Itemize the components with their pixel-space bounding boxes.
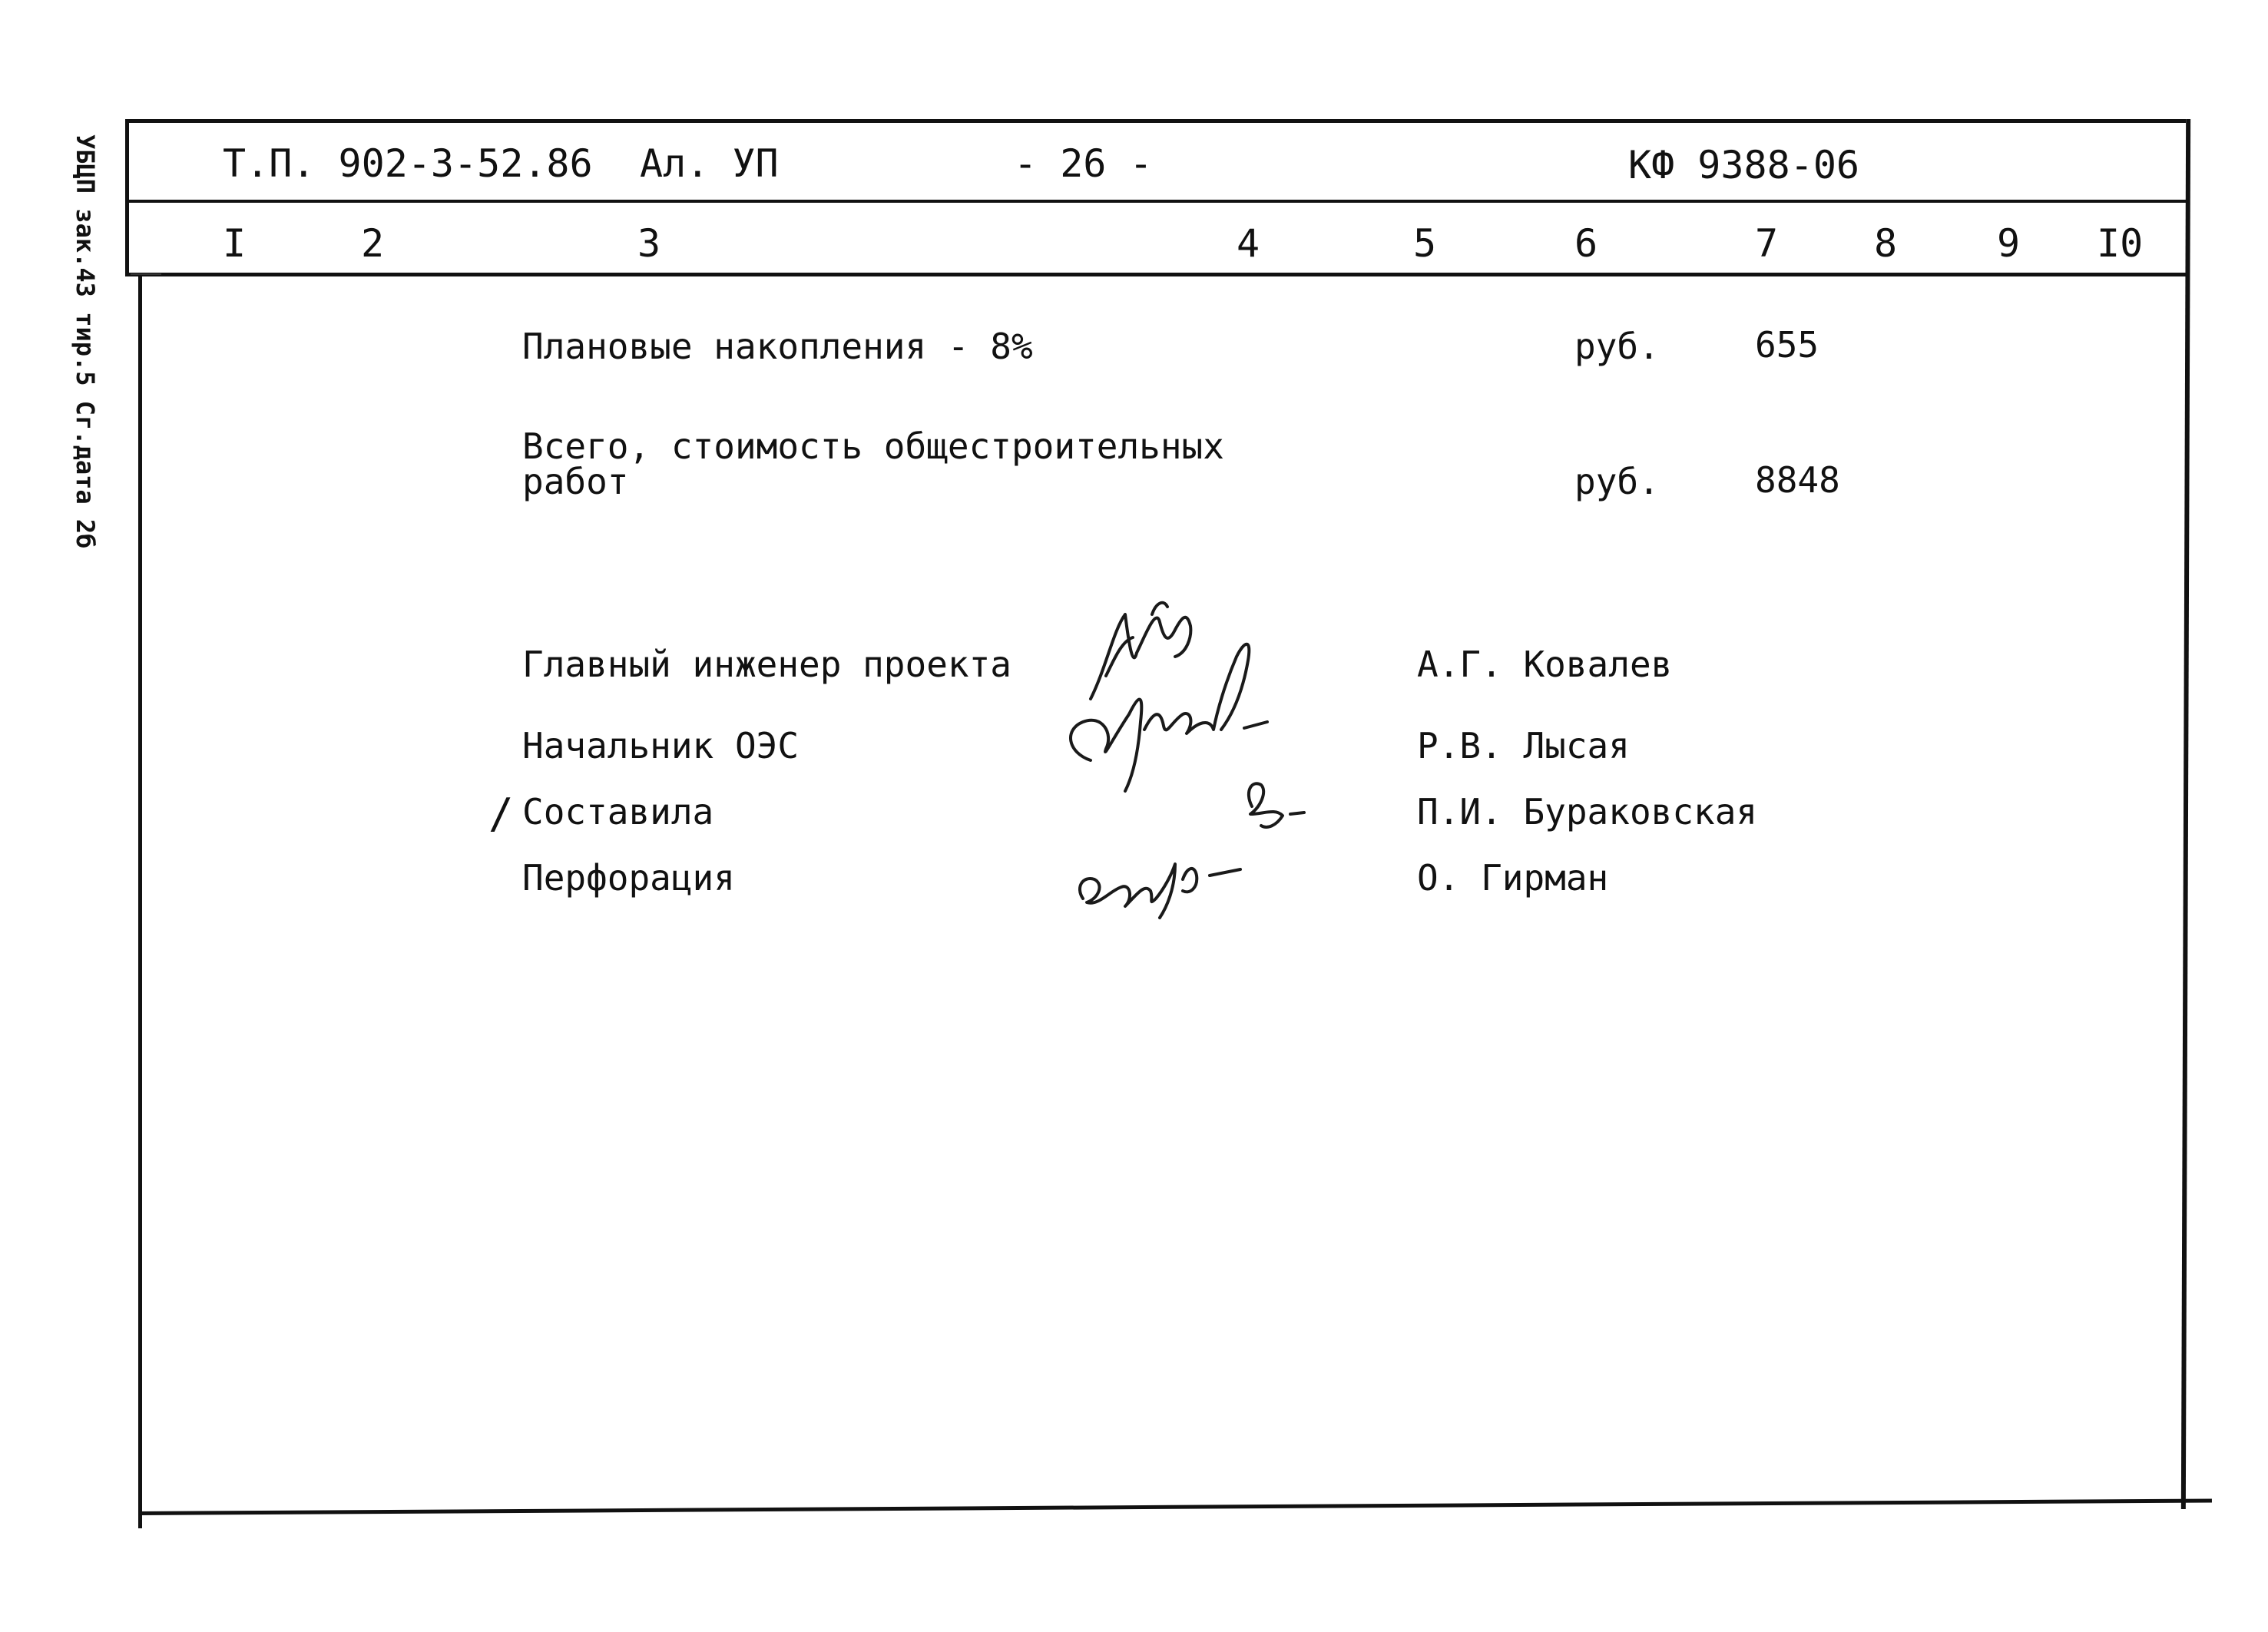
- column-number: I: [223, 221, 247, 266]
- signatory-name: О. Гирман: [1417, 857, 1609, 899]
- column-number: 4: [1237, 221, 1260, 266]
- row-name: Плановые накопления - 8%: [522, 326, 1033, 367]
- frame-right-border: [2181, 119, 2190, 1509]
- signatory-role: Составила: [522, 791, 714, 833]
- frame-bottom-border: [138, 1499, 2212, 1515]
- signatory-role: Начальник ОЭС: [522, 725, 800, 766]
- row-name-line1: Всего, стоимость общестроительных: [522, 425, 1224, 467]
- signature-stroke: [1144, 644, 1249, 733]
- album-number: Ал. УП: [640, 141, 779, 186]
- project-number: Т.П. 902-3-52.86: [223, 141, 593, 186]
- frame-left-border-lower: [138, 273, 142, 1528]
- signature-stroke: [1106, 603, 1167, 676]
- signatory-role: Перфорация: [522, 857, 735, 899]
- handwritten-signatures: [1060, 584, 1321, 945]
- signatory-name: А.Г. Ковалев: [1417, 644, 1673, 685]
- header-divider: [125, 200, 2186, 203]
- signatory-role: Главный инженер проекта: [522, 644, 1011, 685]
- signature-stroke: [1080, 864, 1175, 918]
- row-value: 8848: [1755, 459, 1840, 501]
- document-code: КФ 9388-06: [1628, 143, 1860, 187]
- signature-stroke: [1210, 869, 1240, 876]
- column-number: 8: [1874, 221, 1898, 266]
- column-number: I0: [2097, 221, 2144, 266]
- row-unit: руб.: [1574, 461, 1660, 502]
- frame-left-border-upper: [125, 119, 129, 273]
- row-unit: руб.: [1574, 326, 1660, 367]
- signatory-name: Р.В. Лысая: [1417, 725, 1630, 766]
- column-number: 7: [1755, 221, 1779, 266]
- column-number: 2: [361, 221, 385, 266]
- signatory-name: П.И. Бураковская: [1417, 791, 1758, 833]
- row-value: 655: [1755, 324, 1819, 366]
- slash-mark: /: [488, 790, 514, 838]
- column-number: 3: [637, 221, 661, 266]
- signature-stroke: [1249, 783, 1283, 827]
- column-number: 6: [1574, 221, 1598, 266]
- signature-stroke: [1290, 813, 1304, 814]
- signature-stroke: [1244, 722, 1267, 728]
- column-number: 9: [1997, 221, 2021, 266]
- margin-tick: [131, 273, 161, 275]
- signature-stroke: [1071, 700, 1141, 791]
- column-number: 5: [1413, 221, 1437, 266]
- signature-stroke: [1183, 869, 1197, 892]
- side-stamp: УБЦП зак.43 тир.5 Сг.дата 2б: [71, 134, 100, 549]
- signature-stroke: [1091, 614, 1190, 699]
- page-number: - 26 -: [1014, 141, 1153, 186]
- frame-top-border: [125, 119, 2186, 123]
- column-header-divider: [125, 273, 2186, 276]
- row-name-line2: работ: [522, 461, 629, 502]
